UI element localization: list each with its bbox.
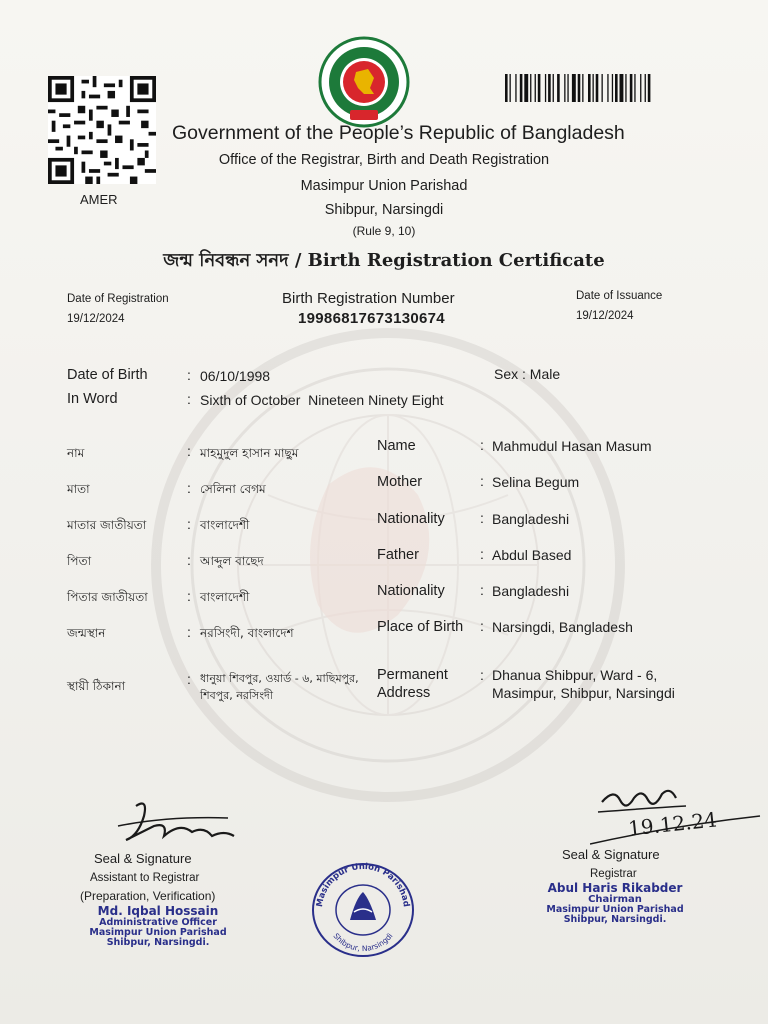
office-name: Office of the Registrar, Birth and Death Registration (218, 152, 550, 168)
en-father-nationality-label: Nationality (377, 583, 445, 599)
barcode-bar (524, 74, 528, 102)
barcode-bar (572, 74, 576, 102)
en-mother-nationality-value: Bangladeshi (492, 511, 570, 527)
bn-birthplace-value: নরসিংদী, বাংলাদেশ (200, 626, 294, 640)
sex-value: Sex : Male (494, 366, 561, 382)
bn-address-line2: শিবপুর, নরসিংদী (200, 689, 273, 702)
barcode-bar (578, 74, 581, 102)
en-address-label-line2: Address (377, 685, 431, 701)
barcode-bar (582, 74, 583, 102)
barcode-bar (510, 74, 511, 102)
barcode-bar (553, 74, 554, 102)
bn-father-nationality-label: পিতার জাতীয়তা (67, 590, 148, 604)
right-seal-signature-label: Seal & Signature (562, 847, 660, 862)
en-birthplace-colon: : (480, 618, 484, 634)
qr-caption: AMER (80, 192, 118, 207)
barcode-bar (640, 74, 641, 102)
bn-birthplace-colon: : (187, 624, 191, 640)
en-father-nationality-value: Bangladeshi (492, 583, 570, 599)
union-parishad-round-seal (310, 862, 416, 958)
barcode-bar (530, 74, 531, 102)
en-address-line2: Masimpur, Shibpur, Narsingdi (492, 685, 675, 701)
en-mother-label: Mother (377, 474, 423, 490)
office-location: Shibpur, Narsingdi (324, 202, 444, 218)
barcode-bar (564, 74, 565, 102)
date-of-registration-value: 19/12/2024 (67, 313, 125, 325)
bn-mother-colon: : (187, 480, 191, 496)
in-word-colon: : (187, 391, 191, 407)
barcode-bar (612, 74, 613, 102)
rule-reference: (Rule 9, 10) (352, 224, 416, 238)
barcode-bar (535, 74, 536, 102)
dob-label: Date of Birth (67, 367, 148, 383)
bn-father-colon: : (187, 552, 191, 568)
en-address-label-line1: Permanent (377, 667, 448, 683)
en-mother-nationality-colon: : (480, 510, 484, 526)
right-stamp-union: Masimpur Union Parishad (546, 904, 684, 916)
bn-mother-nationality-colon: : (187, 516, 191, 532)
barcode-bar (545, 74, 546, 102)
en-mother-value: Selina Begum (492, 474, 580, 490)
union-name: Masimpur Union Parishad (300, 178, 468, 194)
en-name-colon: : (480, 437, 484, 453)
barcode-bar (602, 74, 603, 102)
date-of-registration-label: Date of Registration (67, 293, 169, 305)
en-name-value: Mahmudul Hasan Masum (492, 438, 652, 454)
bn-mother-label: মাতা (67, 482, 90, 496)
left-stamp-name: Md. Iqbal Hossain (97, 904, 219, 918)
barcode-bar (596, 74, 599, 102)
barcode-bar (593, 74, 594, 102)
brn-value: 19986817673130674 (298, 310, 445, 327)
barcode-bar (588, 74, 591, 102)
left-handwritten-signature (108, 796, 243, 856)
right-officer-stamp (520, 882, 710, 925)
barcode-bar (620, 74, 624, 102)
barcode-bar (625, 74, 626, 102)
brn-label: Birth Registration Number (282, 290, 455, 307)
barcode-bar (548, 74, 551, 102)
en-birthplace-label: Place of Birth (377, 619, 464, 635)
bn-name-label: নাম (67, 446, 85, 460)
bn-mother-nationality-value: বাংলাদেশী (200, 518, 250, 532)
bn-father-value: আব্দুল বাছেদ (200, 554, 264, 568)
barcode (505, 74, 718, 102)
right-stamp-title: Chairman (588, 893, 642, 905)
bn-father-label: পিতা (67, 554, 92, 568)
en-mother-nationality-label: Nationality (377, 511, 445, 527)
barcode-bar (505, 74, 508, 102)
right-stamp-place: Shibpur, Narsingdi. (563, 914, 667, 926)
en-father-value: Abdul Based (492, 547, 572, 563)
en-father-label: Father (377, 547, 419, 563)
bn-address-colon: : (187, 671, 191, 687)
bn-mother-nationality-label: মাতার জাতীয়তা (67, 518, 147, 532)
government-title: Government of the People’s Republic of Bangladesh (172, 122, 625, 144)
barcode-bar (615, 74, 618, 102)
dob-value: 06/10/1998 (200, 368, 271, 384)
en-address-colon: : (480, 667, 484, 683)
date-of-issuance-label: Date of Issuance (576, 290, 663, 302)
bn-father-nationality-value: বাংলাদেশী (200, 590, 250, 604)
barcode-bar (607, 74, 608, 102)
right-stamp-name: Abul Haris Rikabder (547, 881, 683, 895)
en-father-colon: : (480, 546, 484, 562)
bn-address-line1: ধানুয়া শিবপুর, ওয়ার্ড - ৬, মাছিমপুর, (200, 672, 359, 685)
left-officer-stamp (68, 905, 248, 948)
in-word-label: In Word (67, 391, 118, 407)
barcode-bar (557, 74, 560, 102)
left-stamp-place: Shibpur, Narsingdi. (106, 936, 210, 948)
barcode-bar (538, 74, 541, 102)
en-father-nationality-colon: : (480, 582, 484, 598)
bn-name-value: মাহমুদুল হাসান মাছুম (200, 446, 299, 460)
left-signatory-role-detail: (Preparation, Verification) (80, 889, 216, 903)
left-signatory-role: Assistant to Registrar (90, 872, 200, 884)
right-handwritten-date: 19.12.24 (626, 807, 719, 841)
left-seal-signature-label: Seal & Signature (94, 851, 192, 866)
barcode-bar (645, 74, 646, 102)
barcode-bar (520, 74, 523, 102)
bn-father-nationality-colon: : (187, 588, 191, 604)
en-name-label: Name (377, 438, 416, 454)
in-word-value: Sixth of October Nineteen Ninety Eight (200, 392, 444, 408)
seal-text-bottom: Shibpur, Narsingdi (331, 931, 395, 954)
en-mother-colon: : (480, 473, 484, 489)
barcode-bar (515, 74, 516, 102)
dob-colon: : (187, 367, 191, 383)
en-birthplace-value: Narsingdi, Bangladesh (492, 619, 633, 635)
en-address-line1: Dhanua Shibpur, Ward - 6, (492, 667, 658, 683)
bn-birthplace-label: জন্মস্থান (67, 626, 106, 640)
barcode-bar (567, 74, 568, 102)
barcode-bar (634, 74, 635, 102)
right-signatory-role: Registrar (590, 868, 637, 880)
bn-name-colon: : (187, 443, 191, 459)
date-of-issuance-value: 19/12/2024 (576, 310, 634, 322)
government-emblem (318, 36, 410, 128)
bn-mother-value: সেলিনা বেগম (200, 482, 266, 496)
barcode-bar (630, 74, 633, 102)
left-stamp-title: Administrative Officer (99, 916, 217, 928)
barcode-bar (648, 74, 651, 102)
seal-text-top: Masimpur Union Parishad (314, 862, 411, 908)
bn-address-label: স্থায়ী ঠিকানা (67, 679, 126, 693)
certificate-title: জন্ম নিবন্ধন সনদ / Birth Registration Certificate (163, 250, 605, 271)
left-stamp-union: Masimpur Union Parishad (89, 926, 227, 938)
